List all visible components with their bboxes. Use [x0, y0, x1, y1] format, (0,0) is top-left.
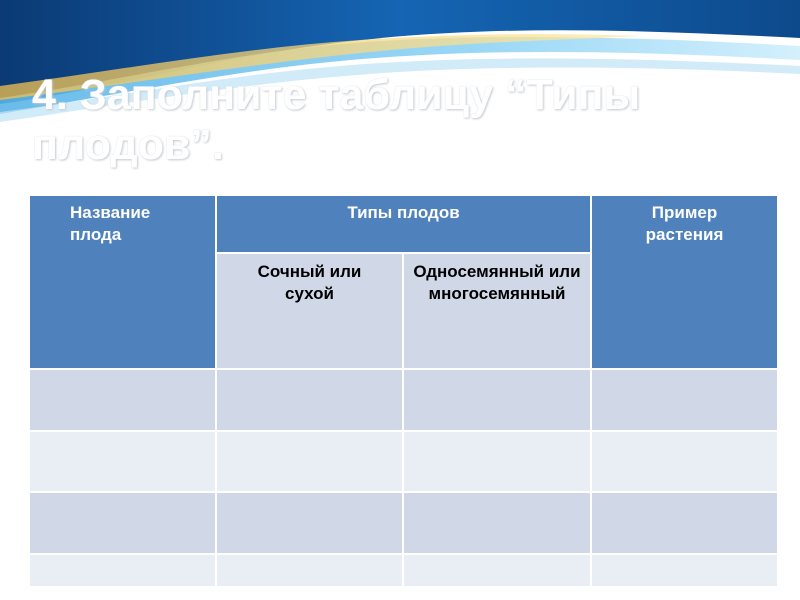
- table-cell[interactable]: [29, 554, 216, 587]
- table-cell[interactable]: [29, 369, 216, 431]
- header-plant-example: [591, 195, 778, 369]
- table-cell[interactable]: [216, 369, 403, 431]
- table-cell[interactable]: [216, 431, 403, 492]
- table-cell[interactable]: [591, 369, 778, 431]
- header-plant-example-label: Пример растения: [645, 203, 724, 244]
- table-cell[interactable]: [29, 492, 216, 554]
- table-cell[interactable]: [591, 554, 778, 587]
- subheader-seed-count-label: Односемянный или многосемянный: [413, 262, 581, 303]
- table-cell[interactable]: [216, 554, 403, 587]
- table-row: [29, 369, 778, 431]
- subheader-juicy-or-dry: [216, 253, 403, 369]
- table-row: [29, 431, 778, 492]
- subheader-juicy-or-dry-label: Сочный или сухой: [257, 262, 362, 303]
- table-cell[interactable]: [29, 431, 216, 492]
- table-cell[interactable]: [591, 492, 778, 554]
- table-cell[interactable]: [403, 431, 591, 492]
- fruit-types-table: [28, 194, 779, 588]
- table-cell[interactable]: [591, 431, 778, 492]
- table-cell[interactable]: [403, 492, 591, 554]
- table-cell[interactable]: [403, 554, 591, 587]
- table-row: [29, 492, 778, 554]
- subheader-seed-count: [403, 253, 591, 369]
- table-header-row: [29, 195, 778, 253]
- header-fruit-types: [216, 195, 591, 253]
- header-fruit-name: [29, 195, 216, 369]
- header-fruit-name-label: Название плода: [70, 203, 151, 244]
- slide-title: 4. Заполните таблицу “Типы плодов”.: [32, 71, 641, 169]
- table-cell[interactable]: [403, 369, 591, 431]
- header-fruit-types-label: Типы плодов: [347, 203, 460, 222]
- table-row: [29, 554, 778, 587]
- table-cell[interactable]: [216, 492, 403, 554]
